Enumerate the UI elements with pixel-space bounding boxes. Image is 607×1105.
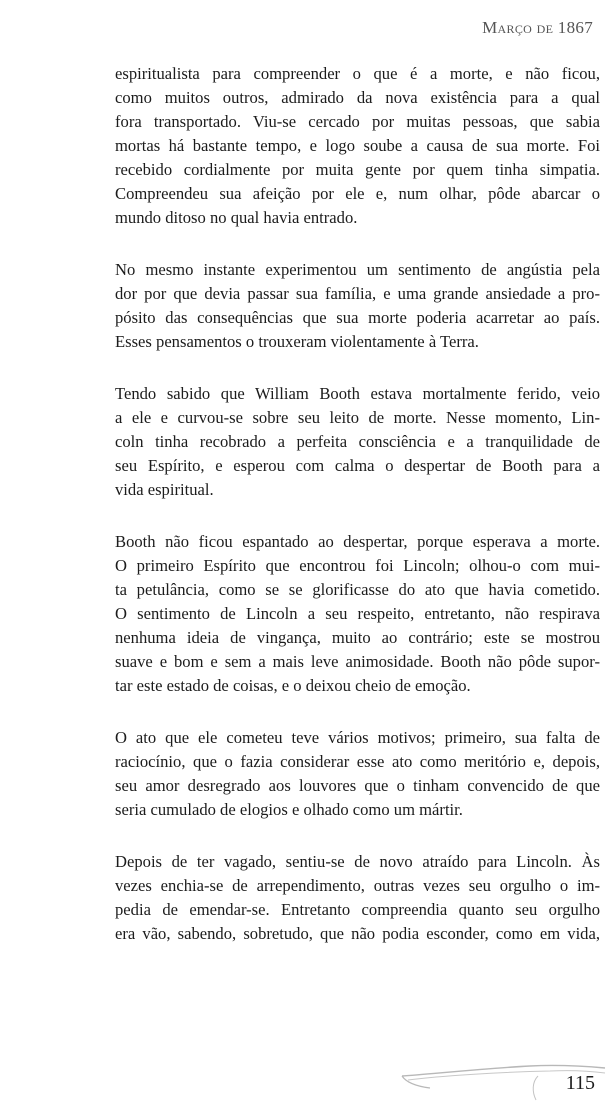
running-header: Março de 1867 [482, 18, 593, 37]
text-line: nenhuma ideia de vingança, muito ao contrário; este se mostrou [115, 628, 600, 647]
body-paragraph [115, 62, 600, 230]
text-line: era vão, sabendo, sobretudo, que não podia esconder, como em vida, [115, 924, 600, 943]
body-paragraph [115, 726, 600, 822]
text-line: seria cumulado de elogios e olhado como um mártir. [115, 800, 463, 819]
text-line: coln tinha recobrado a perfeita consciência e a tranquilidade de [115, 432, 600, 451]
text-line: raciocínio, que o fazia considerar esse ato como meritório e, depois, [115, 752, 600, 771]
text-line: como muitos outros, admirado da nova existência para a qual [115, 88, 600, 107]
text-line: fora transportado. Viu-se cercado por muitas pessoas, que sabia [115, 112, 600, 131]
body-paragraph [115, 258, 600, 354]
text-line: O primeiro Espírito que encontrou foi Lincoln; olhou-o com mui- [115, 556, 600, 575]
text-line: O ato que ele cometeu teve vários motivos; primeiro, sua falta de [115, 728, 600, 747]
text-line: Booth não ficou espantado ao despertar, porque esperava a morte. [115, 532, 600, 551]
text-line: ta petulância, como se se glorificasse do ato que havia cometido. [115, 580, 600, 599]
text-line: suave e bom e sem a mais leve animosidade. Booth não pôde supor- [115, 652, 600, 671]
text-line: pósito das consequências que sua morte poderia acarretar ao país. [115, 308, 600, 327]
text-line: Esses pensamentos o trouxeram violentamente à Terra. [115, 332, 479, 351]
text-line: mortas há bastante tempo, e logo soube a causa de sua morte. Foi [115, 136, 600, 155]
text-line: mundo ditoso no qual havia entrado. [115, 208, 358, 227]
text-line: dor por que devia passar sua família, e uma grande ansiedade a pro- [115, 284, 600, 303]
text-line: vida espiritual. [115, 480, 214, 499]
body-paragraph [115, 530, 600, 698]
body-paragraph [115, 382, 600, 502]
text-line: a ele e curvou-se sobre seu leito de morte. Nesse momento, Lin- [115, 408, 600, 427]
page-body [115, 62, 600, 974]
text-line: vezes enchia-se de arrependimento, outras vezes seu orgulho o im- [115, 876, 600, 895]
text-line: seu Espírito, e esperou com calma o despertar de Booth para a [115, 456, 600, 475]
text-line: O sentimento de Lincoln a seu respeito, entretanto, não respirava [115, 604, 600, 623]
text-line: Tendo sabido que William Booth estava mortalmente ferido, veio [115, 384, 600, 403]
body-paragraph [115, 850, 600, 946]
page-number: 115 [565, 1072, 595, 1094]
text-line: tar este estado de coisas, e o deixou cheio de emoção. [115, 676, 471, 695]
text-line: espiritualista para compreender o que é a morte, e não ficou, [115, 64, 600, 83]
text-line: Depois de ter vagado, sentiu-se de novo atraído para Lincoln. Às [115, 852, 600, 871]
text-line: No mesmo instante experimentou um sentimento de angústia pela [115, 260, 600, 279]
text-line: seu amor desregrado aos louvores que o tinham convencido de que [115, 776, 600, 795]
text-line: pedia de emendar-se. Entretanto compreendia quanto seu orgulho [115, 900, 600, 919]
text-line: recebido cordialmente por muita gente por quem tinha simpatia. [115, 160, 600, 179]
text-line: Compreendeu sua afeição por ele e, num olhar, pôde abarcar o [115, 184, 600, 203]
